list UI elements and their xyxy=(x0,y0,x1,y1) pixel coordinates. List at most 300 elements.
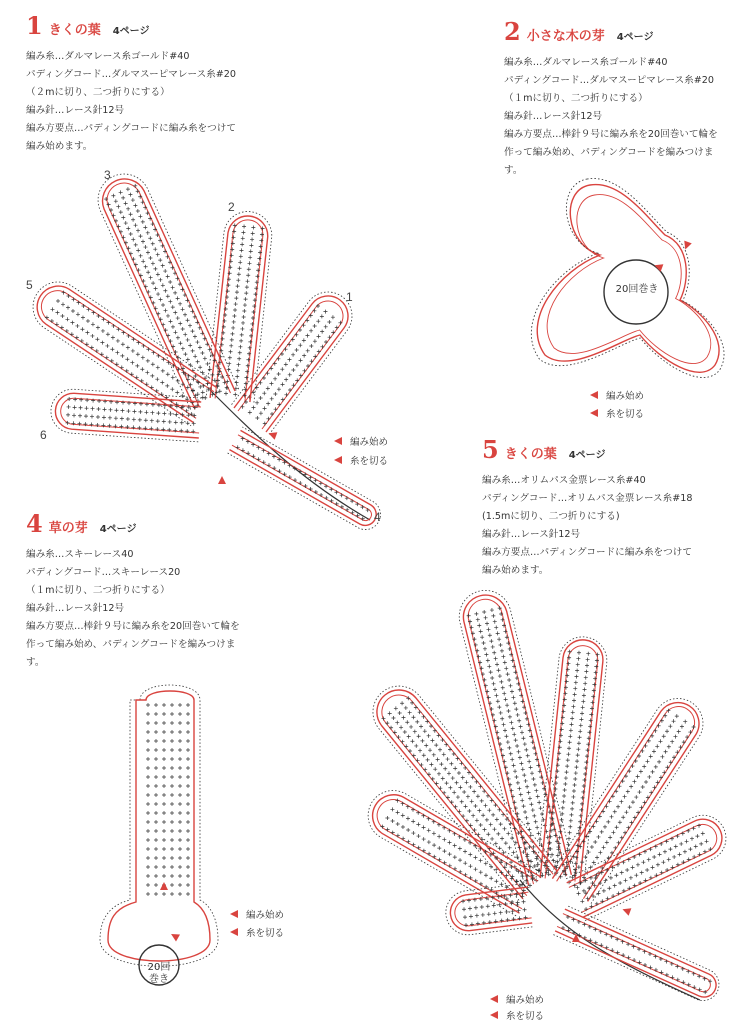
stitch xyxy=(150,411,154,415)
stitch xyxy=(637,754,641,758)
stitch xyxy=(492,651,496,655)
stitch xyxy=(479,870,483,874)
stitch xyxy=(465,819,469,823)
stitch xyxy=(568,831,572,835)
stitch xyxy=(305,318,309,322)
stitch xyxy=(617,784,621,788)
stitch xyxy=(475,780,479,784)
stitch xyxy=(85,342,89,346)
stitch xyxy=(568,740,572,744)
stitch xyxy=(401,825,405,829)
stitch xyxy=(178,865,182,869)
stitch xyxy=(145,371,149,375)
spec-line: 編み針…レース針12号 xyxy=(504,111,603,122)
stitch xyxy=(178,757,182,761)
stitch xyxy=(302,338,306,342)
stitch xyxy=(154,775,158,779)
stitch xyxy=(658,852,662,856)
stitch xyxy=(427,734,431,738)
stitch xyxy=(626,826,630,830)
stitch xyxy=(464,923,468,927)
stitch xyxy=(162,847,166,851)
stitch xyxy=(116,205,120,209)
stitch xyxy=(166,314,170,318)
stitch xyxy=(466,795,470,799)
stitch xyxy=(162,412,166,416)
stitch xyxy=(288,388,292,392)
stitch xyxy=(692,725,696,729)
stitch xyxy=(174,412,178,416)
stitch xyxy=(513,701,517,705)
stitch xyxy=(276,357,280,361)
stitch xyxy=(145,382,149,386)
stitch xyxy=(513,769,517,773)
stitch xyxy=(171,285,175,289)
stitch xyxy=(116,327,120,331)
stitch xyxy=(186,865,190,869)
stitch xyxy=(291,353,295,357)
stitch xyxy=(65,329,69,333)
stitch xyxy=(561,806,565,810)
stitch xyxy=(247,267,251,271)
stitch xyxy=(426,758,430,762)
stitch xyxy=(498,903,502,907)
stitch xyxy=(410,701,414,705)
stitch xyxy=(144,410,148,414)
leaf-h-inner-cord xyxy=(557,914,710,992)
stitch xyxy=(447,840,451,844)
stitch xyxy=(269,366,273,370)
stitch xyxy=(273,377,277,381)
spec-line: 編み糸…スキーレース40 xyxy=(26,549,134,560)
sprout-chain xyxy=(100,685,218,966)
stitch xyxy=(328,335,332,339)
stitch xyxy=(602,845,606,849)
stitch xyxy=(527,827,531,831)
stitch xyxy=(650,734,654,738)
stitch xyxy=(452,790,456,794)
stitch xyxy=(162,829,166,833)
stitch xyxy=(162,892,166,896)
stitch xyxy=(178,703,182,707)
stitch xyxy=(568,650,572,654)
stitch xyxy=(146,829,150,833)
spec-line: す。 xyxy=(504,165,523,176)
stitch xyxy=(647,858,651,862)
stitch xyxy=(416,758,420,762)
stitch xyxy=(442,791,446,795)
leaf-number-2: 2 xyxy=(228,200,235,214)
stitch xyxy=(240,242,244,246)
stitch xyxy=(178,302,182,306)
stitch xyxy=(434,743,438,747)
stitch xyxy=(50,307,54,311)
stitch xyxy=(50,319,54,323)
stitch xyxy=(91,407,95,411)
stitch xyxy=(154,766,158,770)
stitch xyxy=(683,720,687,724)
stitch xyxy=(132,409,136,413)
stitch xyxy=(607,886,611,890)
stitch xyxy=(437,846,441,850)
stitch xyxy=(150,419,154,423)
stitch xyxy=(532,814,536,818)
stitch xyxy=(178,838,182,842)
stitch xyxy=(162,874,166,878)
stitch xyxy=(161,369,165,373)
legend-label: 編み始め xyxy=(350,437,389,448)
stitch xyxy=(141,259,145,263)
stitch xyxy=(665,729,669,733)
stitch xyxy=(320,345,324,349)
stitch xyxy=(146,865,150,869)
stitch xyxy=(141,220,145,224)
stitch xyxy=(685,735,689,739)
stitch xyxy=(581,705,585,709)
stitch xyxy=(408,749,412,753)
stitch xyxy=(168,280,172,284)
stitch xyxy=(350,511,354,515)
stitch xyxy=(530,771,534,775)
stitch xyxy=(166,294,170,298)
stitch xyxy=(632,780,636,784)
stitch xyxy=(244,297,248,301)
stitch xyxy=(134,243,138,247)
stitch xyxy=(572,789,576,793)
stitch xyxy=(419,763,423,767)
stitch xyxy=(135,364,139,368)
stitch xyxy=(168,319,172,323)
stitch xyxy=(659,775,663,779)
stitch xyxy=(168,300,172,304)
stitch xyxy=(111,324,115,328)
stitch xyxy=(80,327,84,331)
spec-line: パディングコード…スキーレース20 xyxy=(26,567,181,578)
stitch xyxy=(132,417,136,421)
stitch xyxy=(356,514,360,518)
stitch xyxy=(421,715,425,719)
stitch xyxy=(582,693,586,697)
stitch xyxy=(540,812,544,816)
stitch xyxy=(573,783,577,787)
stitch xyxy=(141,240,145,244)
stitch xyxy=(536,795,540,799)
stitch xyxy=(251,231,255,235)
stitch xyxy=(129,232,133,236)
stitch xyxy=(424,744,428,748)
stitch xyxy=(176,296,180,300)
stitch xyxy=(631,764,635,768)
stitch xyxy=(661,860,665,864)
stitch xyxy=(154,739,158,743)
stitch xyxy=(585,664,589,668)
stitch xyxy=(575,886,579,890)
stitch xyxy=(90,334,94,338)
stitch xyxy=(126,409,130,413)
stitch xyxy=(237,272,241,276)
stitch xyxy=(522,900,526,904)
stitch xyxy=(231,326,235,330)
stitch xyxy=(571,795,575,799)
stitch xyxy=(175,391,179,395)
stitch xyxy=(572,698,576,702)
stitch xyxy=(433,767,437,771)
stitch xyxy=(473,828,477,832)
stitch xyxy=(274,407,278,411)
stitch xyxy=(613,884,617,888)
spec-line: 編み始めます。 xyxy=(482,565,549,576)
spec-line: パディングコード…オリムパス金票レース糸#18 xyxy=(482,493,693,504)
stitch xyxy=(248,255,252,259)
stitch xyxy=(262,376,266,380)
stitch xyxy=(386,828,390,832)
stitch xyxy=(287,342,291,346)
stitch xyxy=(568,734,572,738)
stitch xyxy=(284,378,288,382)
stitch xyxy=(116,339,120,343)
stitch xyxy=(487,808,491,812)
stitch xyxy=(205,362,209,366)
stitch xyxy=(185,409,189,413)
stitch xyxy=(121,342,125,346)
stitch xyxy=(236,278,240,282)
section-title: 草の芽 xyxy=(48,521,88,536)
arrow-left-icon xyxy=(230,928,238,936)
stitch xyxy=(482,610,486,614)
stitch xyxy=(505,703,509,707)
stitch xyxy=(154,865,158,869)
stitch xyxy=(224,392,228,396)
stitch xyxy=(419,725,423,729)
stitch xyxy=(616,805,620,809)
stitch xyxy=(316,304,320,308)
stitch xyxy=(148,236,152,240)
stitch xyxy=(493,911,497,915)
stitch xyxy=(240,327,244,331)
stitch xyxy=(569,813,573,817)
stitch xyxy=(634,795,638,799)
stitch xyxy=(672,755,676,759)
stitch xyxy=(106,332,110,336)
center-label xyxy=(144,962,174,986)
stitch xyxy=(492,682,496,686)
stitch xyxy=(100,352,104,356)
stitch xyxy=(640,749,644,753)
stitch xyxy=(618,820,622,824)
stitch xyxy=(458,785,462,789)
stitch xyxy=(248,410,252,414)
stitch xyxy=(170,892,174,896)
stitch xyxy=(514,738,518,742)
stitch xyxy=(427,772,431,776)
stitch xyxy=(115,362,119,366)
stitch xyxy=(166,275,170,279)
spec-line: 編み方要点…パディングコードに編み糸をつけて xyxy=(482,547,692,558)
stitch xyxy=(400,740,404,744)
stitch xyxy=(170,748,174,752)
stitch xyxy=(432,831,436,835)
stitch xyxy=(170,838,174,842)
stitch xyxy=(114,199,118,203)
stitch xyxy=(593,840,597,844)
stitch xyxy=(559,875,563,879)
stitch xyxy=(491,813,495,817)
leaf-number-4: 4 xyxy=(374,510,381,524)
stitch xyxy=(178,784,182,788)
stitch xyxy=(591,824,595,828)
stitch xyxy=(636,775,640,779)
stitch xyxy=(618,881,622,885)
stitch xyxy=(637,790,641,794)
stitch xyxy=(595,819,599,823)
stitch xyxy=(403,730,407,734)
stitch xyxy=(512,732,516,736)
stitch xyxy=(477,624,481,628)
stitch xyxy=(668,724,672,728)
stitch xyxy=(414,744,418,748)
stitch xyxy=(119,210,123,214)
stitch xyxy=(464,804,468,808)
stitch xyxy=(398,711,402,715)
stitch xyxy=(521,767,525,771)
stitch xyxy=(105,344,109,348)
stitch xyxy=(150,374,154,378)
stitch xyxy=(509,721,513,725)
stitch xyxy=(468,864,472,868)
leaf-number-5: 5 xyxy=(26,278,33,292)
stitch xyxy=(146,270,150,274)
stitch xyxy=(523,810,527,814)
stitch xyxy=(178,712,182,716)
stitch xyxy=(535,826,539,830)
stitch xyxy=(517,787,521,791)
stitch xyxy=(595,659,599,663)
stitch xyxy=(490,608,494,612)
stitch xyxy=(158,278,162,282)
stitch xyxy=(690,837,694,841)
stitch xyxy=(401,802,405,806)
stitch xyxy=(249,249,253,253)
stitch xyxy=(416,822,420,826)
stitch xyxy=(649,790,653,794)
stitch xyxy=(176,316,180,320)
stitch xyxy=(679,745,683,749)
stitch xyxy=(306,364,310,368)
stitch xyxy=(178,892,182,896)
stitch xyxy=(557,842,561,846)
stitch xyxy=(170,802,174,806)
stitch xyxy=(178,802,182,806)
section-title: 小さな木の芽 xyxy=(526,29,605,44)
stitch xyxy=(229,344,233,348)
stitch xyxy=(570,716,574,720)
spec-line: す。 xyxy=(26,657,45,668)
stitch xyxy=(178,748,182,752)
stitch xyxy=(125,369,129,373)
stitch xyxy=(295,378,299,382)
stitch xyxy=(523,908,527,912)
section-title: きくの葉 xyxy=(504,447,557,462)
stitch xyxy=(170,703,174,707)
stitch xyxy=(482,828,486,832)
stitch xyxy=(663,850,667,854)
stitch xyxy=(166,372,170,376)
stitch xyxy=(646,795,650,799)
stitch xyxy=(663,714,667,718)
start-arrow xyxy=(621,906,631,916)
stitch xyxy=(287,358,291,362)
stitch xyxy=(101,329,105,333)
stitch xyxy=(178,341,182,345)
stitch xyxy=(510,836,514,840)
stitch xyxy=(176,379,180,383)
stitch xyxy=(178,322,182,326)
stitch xyxy=(281,398,285,402)
stitch xyxy=(60,314,64,318)
stitch xyxy=(170,387,174,391)
spec-line: 作って編み始め、パディングコードを編みつけま xyxy=(504,147,714,158)
stitch xyxy=(423,729,427,733)
center-label: 20回巻き xyxy=(615,284,659,295)
stitch xyxy=(186,784,190,788)
stitch xyxy=(102,415,106,419)
stitch xyxy=(146,838,150,842)
stitch xyxy=(236,284,240,288)
stitch xyxy=(136,248,140,252)
stitch xyxy=(126,417,130,421)
stitch xyxy=(411,715,415,719)
stitch xyxy=(506,709,510,713)
stitch xyxy=(168,412,172,416)
stitch xyxy=(652,749,656,753)
stitch xyxy=(670,740,674,744)
stitch xyxy=(499,711,503,715)
stitch xyxy=(636,811,640,815)
stitch xyxy=(675,714,679,718)
stitch xyxy=(306,349,310,353)
arrow-left-icon xyxy=(490,1011,498,1019)
stitch xyxy=(572,855,576,859)
stitch xyxy=(87,307,91,311)
stitch xyxy=(164,308,168,312)
stitch xyxy=(531,808,535,812)
stitch xyxy=(460,800,464,804)
stitch xyxy=(480,905,484,909)
stitch xyxy=(510,877,514,881)
stitch xyxy=(131,198,135,202)
stitch xyxy=(401,716,405,720)
stitch xyxy=(573,777,577,781)
stitch xyxy=(596,835,600,839)
stitch xyxy=(487,664,491,668)
stitch xyxy=(512,826,516,830)
stitch xyxy=(96,326,100,330)
stitch xyxy=(432,843,436,847)
stitch xyxy=(146,883,150,887)
stitch xyxy=(500,649,504,653)
stitch xyxy=(657,724,661,728)
stitch xyxy=(668,847,672,851)
stitch xyxy=(451,776,455,780)
stitch xyxy=(266,402,270,406)
stitch xyxy=(500,882,504,886)
stitch xyxy=(506,740,510,744)
leaf-number-1: 1 xyxy=(346,290,353,304)
stitch xyxy=(186,847,190,851)
stitch xyxy=(493,620,497,624)
stitch xyxy=(503,728,507,732)
stitch xyxy=(502,723,506,727)
